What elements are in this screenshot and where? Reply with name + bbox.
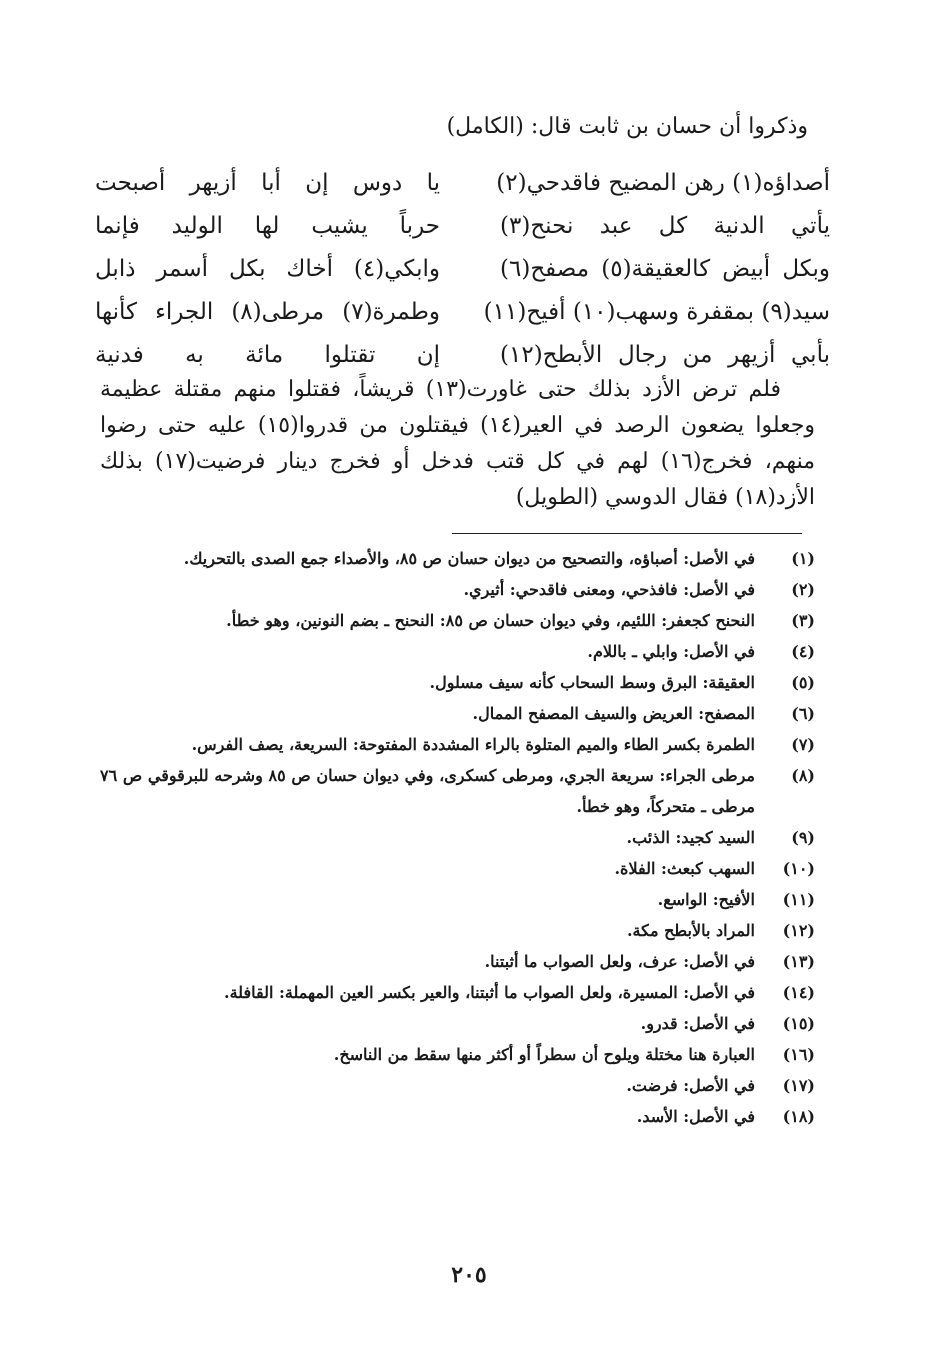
footnote-number: (١٧) xyxy=(782,1076,815,1095)
poem-verse xyxy=(95,205,830,248)
footnote-text: النحنح كجعفر: اللئيم، وفي ديوان حسان ص ٨٥: النحنح ـ بضم النونين، وهو خطأ. xyxy=(226,611,755,630)
poem-verse xyxy=(95,334,830,377)
verse-first-hemistich: وطمرة(٧) مرطى(٨) الجراء كأنها xyxy=(95,299,440,325)
footnote-number: (٩) xyxy=(791,828,815,847)
footnote-number: (١٥) xyxy=(782,1014,815,1033)
verse-first-hemistich: وابكي(٤) أخاك بكل أسمر ذابل xyxy=(95,256,440,282)
footnote-number: (٥) xyxy=(791,673,815,692)
footnote xyxy=(100,667,815,698)
footnote-text: في الأصل: الأسد. xyxy=(636,1107,755,1126)
prose-text: فلم ترض الأزد بذلك حتى غاورت(١٣) قريشاً، فقتلوا منهم مقتلة عظيمة وجعلوا يضعون الرصد في العير(١٤) فيقتلون من قدروا(١٥) عليه حتى رضوا منهم، فخرج(١٦) لهم في كل قتب فدخل أو فخرج دينار فرضيت(١٧) بذلك الأزد(١٨) فقال الدوسي (الطويل) xyxy=(100,377,815,510)
footnote xyxy=(100,543,815,574)
footnote xyxy=(100,729,815,760)
footnote xyxy=(100,853,815,884)
verse-second-hemistich: وبكل أبيض كالعقيقة(٥) مصفح(٦) xyxy=(500,256,830,282)
footnote-number: (٧) xyxy=(791,735,815,754)
footnote-text: في الأصل: قدرو. xyxy=(640,1014,755,1033)
footnote xyxy=(100,946,815,977)
footnote xyxy=(100,1101,815,1132)
verse-second-hemistich: سيد(٩) بمقفرة وسهب(١٠) أفيح(١١) xyxy=(483,299,830,325)
footnote-number: (١٠) xyxy=(782,859,815,878)
footnote-text: السيد كجيد: الذئب. xyxy=(626,828,755,847)
footnote xyxy=(100,636,815,667)
footnote xyxy=(100,698,815,729)
footnote-number: (٨) xyxy=(791,766,815,785)
footnote-text: في الأصل: فرضت. xyxy=(626,1076,755,1095)
footnote xyxy=(100,574,815,605)
footnote xyxy=(100,1008,815,1039)
footnote-text: في الأصل: وابلي ـ باللام. xyxy=(587,642,755,661)
footnote-text: الأفيح: الواسع. xyxy=(657,890,755,909)
footnote-text: العبارة هنا مختلة ويلوح أن سطراً أو أكثر منها سقط من الناسخ. xyxy=(333,1045,755,1064)
poem-verse xyxy=(95,291,830,334)
footnote-text: السهب كبعث: الفلاة. xyxy=(614,859,755,878)
footnote-text: الطمرة بكسر الطاء والميم المتلوة بالراء المشددة المفتوحة: السريعة، يصف الفرس. xyxy=(191,735,755,754)
footnote-number: (٦) xyxy=(791,704,815,723)
footnote xyxy=(100,915,815,946)
footnote-text: مرطى الجراء: سريعة الجري، ومرطى كسكرى، وفي ديوان حسان ص ٨٥ وشرحه للبرقوقي ص ٧٦ مرطى ـ متحركاً، وهو خطأ. xyxy=(100,766,755,816)
footnote-text: في الأصل: عرف، ولعل الصواب ما أثبتنا. xyxy=(484,952,755,971)
footnote xyxy=(100,605,815,636)
footnote xyxy=(100,977,815,1008)
footnote-text: في الأصل: فافذحي، ومعنى فاقدحي: أثيري. xyxy=(463,580,755,599)
intro-line: وذكروا أن حسان بن ثابت قال: (الكامل) xyxy=(446,114,808,139)
footnote-text: المراد بالأبطح مكة. xyxy=(626,921,755,940)
footnote xyxy=(100,1070,815,1101)
footnote-text: في الأصل: المسيرة، ولعل الصواب ما أثبتنا، والعير بكسر العين المهملة: القافلة. xyxy=(224,983,755,1002)
poem-verse xyxy=(95,248,830,291)
verse-second-hemistich: بأبي أزيهر من رجال الأبطح(١٢) xyxy=(500,342,830,368)
verse-second-hemistich: يأتي الدنية كل عبد نحنح(٣) xyxy=(500,213,830,239)
poem-verse xyxy=(95,162,830,205)
footnote-number: (١٣) xyxy=(782,952,815,971)
footnote xyxy=(100,822,815,853)
footnote xyxy=(100,1039,815,1070)
footnote-number: (١) xyxy=(791,549,815,568)
footnote-number: (٢) xyxy=(791,580,815,599)
footnote-divider xyxy=(452,533,802,534)
poem xyxy=(95,162,830,377)
footnote-number: (١١) xyxy=(782,890,815,909)
footnote-text: العقيقة: البرق وسط السحاب كأنه سيف مسلول. xyxy=(429,673,755,692)
verse-first-hemistich: إن تقتلوا مائة به فدنية xyxy=(95,342,440,368)
footnote-number: (١٦) xyxy=(782,1045,815,1064)
footnote-number: (١٨) xyxy=(782,1107,815,1126)
footnote-text: في الأصل: أصباؤه، والتصحيح من ديوان حسان ص ٨٥، والأصداء جمع الصدى بالتحريك. xyxy=(183,549,755,568)
prose-paragraph xyxy=(100,372,815,516)
footnote xyxy=(100,884,815,915)
footnote-number: (٤) xyxy=(791,642,815,661)
verse-second-hemistich: أصداؤه(١) رهن المضيح فاقدحي(٢) xyxy=(496,170,830,196)
verse-first-hemistich: حرباً يشيب لها الوليد فإنما xyxy=(95,213,440,239)
footnote-number: (١٢) xyxy=(782,921,815,940)
page-number: ٢٠٥ xyxy=(451,1262,487,1288)
footnote-number: (١٤) xyxy=(782,983,815,1002)
footnote-number: (٣) xyxy=(791,611,815,630)
footnote-text: المصفح: العريض والسيف المصفح الممال. xyxy=(472,704,755,723)
footnotes xyxy=(100,543,815,1132)
verse-first-hemistich: يا دوس إن أبا أزيهر أصبحت xyxy=(95,170,440,196)
footnote xyxy=(100,760,815,822)
